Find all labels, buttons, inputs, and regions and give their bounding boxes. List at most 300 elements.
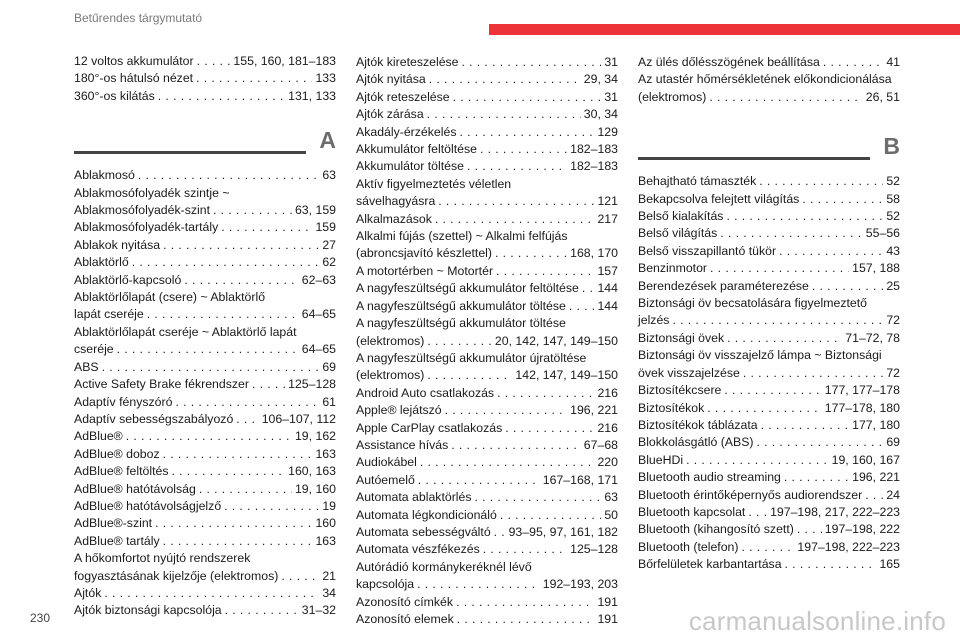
dot-leader — [184, 272, 298, 289]
entry-label: AdBlue® hatótávolságjelző — [74, 498, 222, 513]
dot-leader — [748, 504, 767, 521]
entry-group-a-continued — [356, 54, 618, 628]
index-entry — [356, 211, 618, 228]
index-entry — [356, 454, 618, 471]
entry-page-refs: 197–198, 217, 222–223 — [770, 504, 900, 519]
entry-label: (abroncsjavító készlettel) — [356, 246, 493, 261]
entry-page-refs: 192–193, 203 — [542, 577, 618, 592]
index-entry — [638, 521, 900, 538]
index-entry — [356, 559, 618, 576]
index-entry — [638, 347, 900, 364]
dot-leader — [163, 533, 313, 550]
entry-label: Ablakmosófolyadék-szint — [74, 203, 211, 218]
entry-label: Ajtók nyitása — [356, 72, 426, 87]
index-entry — [74, 88, 336, 105]
entry-page-refs: 191 — [597, 594, 618, 609]
index-entry — [356, 333, 618, 350]
entry-label: Azonosító címkék — [356, 594, 454, 609]
dot-leader — [126, 428, 292, 445]
entry-label: AdBlue®-szint — [74, 516, 153, 531]
entry-label: Bekapcsolva felejtett világítás — [638, 191, 800, 206]
index-entry — [638, 539, 900, 556]
dot-leader — [438, 193, 594, 210]
index-entry — [74, 202, 336, 219]
index-entry — [356, 280, 618, 297]
dot-leader — [445, 402, 568, 419]
entry-label: Biztonsági öv visszajelző lámpa ~ Biztonsági — [638, 348, 882, 363]
entry-label: Ajtók kireteszelése — [356, 55, 459, 69]
entry-label: AdBlue® hatótávolság — [74, 481, 196, 496]
entry-page-refs: 93–95, 97, 161, 182 — [508, 524, 618, 539]
entry-label: Ablakok nyitása — [74, 237, 161, 252]
index-entry — [638, 208, 900, 225]
entry-label: Azonosító elemek — [356, 612, 454, 626]
entry-page-refs: 196, 221 — [852, 470, 900, 485]
entry-page-refs: 133 — [315, 71, 336, 86]
entry-page-refs: 177–178, 180 — [824, 400, 900, 415]
dot-leader — [175, 394, 319, 411]
entry-label: AdBlue® doboz — [74, 446, 160, 461]
index-entry — [356, 489, 618, 506]
entry-page-refs: 191 — [597, 612, 618, 626]
dot-leader — [496, 263, 594, 280]
entry-page-refs: 168, 170 — [570, 246, 618, 261]
entry-label: Belső kialakítás — [638, 209, 724, 224]
index-entry — [638, 260, 900, 277]
dot-leader — [710, 260, 849, 277]
entry-page-refs: 197–198, 222 — [824, 522, 900, 537]
index-entry — [356, 245, 618, 262]
dot-leader — [761, 417, 850, 434]
entry-label: Bőrfelületek karbantartása — [638, 557, 782, 572]
index-entry — [74, 324, 336, 341]
entry-page-refs: 182–183 — [570, 142, 618, 157]
dot-leader — [802, 191, 883, 208]
entry-page-refs: 72 — [886, 365, 900, 380]
entry-page-refs: 50 — [604, 507, 618, 522]
entry-label: 360°-os kilátás — [74, 88, 155, 103]
entry-page-refs: 159 — [315, 220, 336, 235]
entry-label: lapát cseréje — [74, 307, 144, 322]
entry-label: Bluetooth kapcsolat — [638, 504, 746, 519]
index-entry — [638, 225, 900, 242]
entry-page-refs: 69 — [322, 359, 336, 374]
dot-leader — [417, 576, 540, 593]
entry-group-b — [638, 173, 900, 573]
entry-page-refs: 197–198, 222–223 — [797, 539, 900, 554]
index-entry — [74, 585, 336, 602]
index-entry — [74, 446, 336, 463]
index-entry — [356, 524, 618, 541]
entry-label: Biztosítékok — [638, 400, 705, 415]
index-entry — [74, 533, 336, 550]
index-entry — [356, 71, 618, 88]
dot-leader — [462, 54, 602, 71]
entry-label: Aktív figyelmeztetés véletlen — [356, 176, 512, 191]
index-entry — [638, 504, 900, 521]
entry-label: Ajtók reteszelése — [356, 89, 450, 104]
index-entry — [356, 228, 618, 245]
entry-page-refs: 25 — [886, 278, 900, 293]
entry-label: Autóemelő — [356, 472, 415, 487]
entry-label: A hőkomfortot nyújtó rendszerek — [74, 551, 251, 566]
entry-page-refs: 30, 34 — [583, 107, 618, 122]
index-column-2 — [356, 54, 618, 628]
entry-label: ABS — [74, 359, 99, 374]
entry-label: Bluetooth (kihangosító szett) — [638, 522, 794, 537]
entry-label: Bluetooth audio streaming — [638, 470, 781, 485]
entry-page-refs: 131, 133 — [288, 88, 336, 103]
entry-label: Akkumulátor feltöltése — [356, 142, 477, 157]
section-heading-a — [74, 127, 336, 159]
dot-leader — [727, 330, 842, 347]
entry-page-refs: 21 — [322, 568, 336, 583]
entry-page-refs: 26, 51 — [865, 89, 900, 104]
watermark: carmanualsonline.info — [688, 606, 946, 636]
index-entry — [74, 498, 336, 515]
entry-label: Android Auto csatlakozás — [356, 385, 495, 400]
dot-leader — [163, 237, 319, 254]
index-entry — [356, 158, 618, 175]
index-entry — [356, 106, 618, 123]
entry-label: A nagyfeszültségű akkumulátor feltöltése — [356, 281, 579, 296]
index-entry — [356, 298, 618, 315]
dot-leader — [742, 539, 795, 556]
entry-label: 180°-os hátulsó nézet — [74, 71, 194, 86]
index-entry — [356, 54, 618, 71]
index-entry — [638, 243, 900, 260]
entry-label: Ablaktörlőlapát (csere) ~ Ablaktörlő — [74, 290, 266, 305]
entry-label: Automata vészfékezés — [356, 542, 480, 557]
index-entry — [74, 272, 336, 289]
dot-leader — [797, 521, 822, 538]
entry-group-top — [638, 54, 900, 106]
index-entry — [638, 487, 900, 504]
entry-label: Assistance hívás — [356, 437, 449, 452]
entry-page-refs: 31 — [604, 89, 618, 104]
entry-page-refs: 63, 159 — [294, 203, 336, 218]
dot-leader — [236, 411, 258, 428]
entry-page-refs: 58 — [886, 191, 900, 206]
dot-leader — [494, 524, 506, 541]
dot-leader — [102, 359, 320, 376]
entry-label: Akkumulátor töltése — [356, 159, 464, 174]
dot-leader — [759, 173, 883, 190]
index-column-1 — [74, 53, 336, 620]
entry-label: Active Safety Brake fékrendszer — [74, 377, 249, 392]
index-entry — [638, 54, 900, 71]
index-entry — [638, 173, 900, 190]
dot-leader — [199, 481, 292, 498]
entry-label: Behajtható támaszték — [638, 174, 757, 189]
entry-label: (elektromos) — [356, 368, 425, 383]
index-entry — [74, 254, 336, 271]
dot-leader — [865, 487, 883, 504]
index-entry — [356, 472, 618, 489]
index-entry — [356, 315, 618, 332]
entry-page-refs: 216 — [597, 385, 618, 400]
dot-leader — [252, 376, 285, 393]
entry-page-refs: 63 — [322, 168, 336, 183]
index-entry — [356, 402, 618, 419]
entry-label: Adaptív sebességszabályozó — [74, 411, 234, 426]
entry-label: Biztonsági öv becsatolására figyelmeztető — [638, 296, 867, 311]
index-column-3 — [638, 54, 900, 574]
section-divider — [638, 157, 870, 160]
index-entry — [356, 176, 618, 193]
entry-label: cseréje — [74, 342, 114, 357]
entry-label: Adaptív fényszóró — [74, 394, 173, 409]
index-entry — [356, 124, 618, 141]
entry-page-refs: 62–63 — [301, 272, 336, 287]
index-entry — [74, 167, 336, 184]
entry-page-refs: 43 — [886, 243, 900, 258]
dot-leader — [451, 437, 581, 454]
entry-label: Berendezések paraméterezése — [638, 278, 809, 293]
entry-label: AdBlue® tartály — [74, 533, 160, 548]
entry-label: övek visszajelzése — [638, 365, 740, 380]
dot-leader — [480, 141, 567, 158]
entry-label: (elektromos) — [356, 333, 425, 348]
index-entry — [74, 394, 336, 411]
index-entry — [356, 141, 618, 158]
dot-leader — [138, 167, 319, 184]
section-divider — [74, 151, 306, 154]
index-entry — [638, 434, 900, 451]
dot-leader — [418, 472, 540, 489]
entry-label: A nagyfeszültségű akkumulátor töltése — [356, 298, 566, 313]
entry-page-refs: 157, 188 — [852, 261, 900, 276]
entry-page-refs: 196, 221 — [570, 403, 618, 418]
section-heading-b — [638, 133, 900, 165]
dot-leader — [456, 594, 594, 611]
entry-page-refs: 71–72, 78 — [845, 330, 900, 345]
entry-label: A nagyfeszültségű akkumulátor töltése — [356, 316, 566, 331]
dot-leader — [155, 515, 312, 532]
entry-page-refs: 165 — [879, 557, 900, 572]
dot-leader — [726, 208, 883, 225]
running-header-title: Betűrendes tárgymutató — [74, 11, 203, 25]
index-entry — [638, 295, 900, 312]
entry-page-refs: 31–32 — [301, 603, 336, 618]
entry-label: A nagyfeszültségű akkumulátor újratöltése — [356, 350, 587, 365]
index-entry — [356, 89, 618, 106]
dot-leader — [158, 88, 285, 105]
entry-page-refs: 160, 163 — [288, 464, 336, 479]
entry-page-refs: 163 — [315, 533, 336, 548]
index-entry — [638, 312, 900, 329]
entry-label: jelzés — [638, 313, 670, 328]
entry-label: Ablakmosófolyadék szintje ~ — [74, 185, 230, 200]
entry-label: Biztosítékcsere — [638, 383, 722, 398]
index-entry — [638, 382, 900, 399]
index-entry — [638, 400, 900, 417]
index-entry — [356, 193, 618, 210]
entry-page-refs: 167–168, 171 — [542, 472, 618, 487]
entry-page-refs: 62 — [322, 255, 336, 270]
entry-label: Ajtók — [74, 585, 102, 600]
dot-leader — [757, 434, 884, 451]
dot-leader — [812, 278, 883, 295]
index-entry — [638, 417, 900, 434]
dot-leader — [483, 541, 567, 558]
entry-label: kapcsolója — [356, 577, 415, 592]
entry-label: Bluetooth (telefon) — [638, 539, 739, 554]
entry-label: BlueHDi — [638, 452, 684, 467]
entry-page-refs: 72 — [886, 313, 900, 328]
dot-leader — [427, 367, 512, 384]
entry-group-top — [74, 53, 336, 105]
dot-leader — [672, 312, 883, 329]
index-entry — [356, 420, 618, 437]
entry-page-refs: 55–56 — [865, 226, 900, 241]
entry-label: Akadály-érzékelés — [356, 124, 457, 139]
entry-label: Apple CarPlay csatlakozás — [356, 420, 503, 435]
entry-label: Az ülés dőlésszögének beállítása — [638, 55, 820, 69]
dot-leader — [743, 365, 883, 382]
index-entry — [74, 428, 336, 445]
entry-label: sávelhagyásra — [356, 194, 436, 209]
index-entry — [74, 53, 336, 70]
entry-page-refs: 69 — [886, 435, 900, 450]
entry-label: fogyasztásának kijelzője (elektromos) — [74, 568, 279, 583]
dot-leader — [104, 585, 319, 602]
index-entry — [356, 611, 618, 628]
entry-page-refs: 177, 180 — [852, 417, 900, 432]
entry-page-refs: 19, 160, 167 — [831, 452, 900, 467]
index-entry — [74, 602, 336, 619]
dot-leader — [707, 400, 821, 417]
dot-leader — [281, 568, 319, 585]
entry-page-refs: 144 — [597, 281, 618, 296]
dot-leader — [163, 446, 313, 463]
index-entry — [638, 469, 900, 486]
dot-leader — [147, 306, 299, 323]
dot-leader — [720, 225, 863, 242]
dot-leader — [686, 452, 829, 469]
dot-leader — [785, 556, 877, 573]
index-entry — [74, 70, 336, 87]
entry-page-refs: 106–107, 112 — [261, 411, 336, 426]
entry-page-refs: 125–128 — [570, 542, 618, 557]
entry-page-refs: 20, 142, 147, 149–150 — [494, 333, 618, 348]
entry-page-refs: 142, 147, 149–150 — [515, 368, 618, 383]
entry-page-refs: 163 — [315, 446, 336, 461]
dot-leader — [475, 489, 602, 506]
dot-leader — [784, 469, 849, 486]
entry-page-refs: 41 — [886, 55, 900, 69]
entry-page-refs: 155, 160, 181–183 — [233, 54, 336, 68]
entry-label: AdBlue® — [74, 429, 123, 444]
entry-page-refs: 217 — [597, 211, 618, 226]
dot-leader — [172, 463, 286, 480]
index-entry — [356, 541, 618, 558]
index-entry — [74, 237, 336, 254]
dot-leader — [427, 106, 581, 123]
dot-leader — [467, 158, 567, 175]
entry-label: Belső világítás — [638, 226, 718, 241]
index-entry — [356, 594, 618, 611]
entry-page-refs: 216 — [597, 420, 618, 435]
index-entry — [638, 330, 900, 347]
section-letter: A — [319, 127, 336, 154]
entry-page-refs: 19, 160 — [294, 481, 336, 496]
dot-leader — [495, 245, 567, 262]
entry-label: Alkalmi fújás (szettel) ~ Alkalmi felfújás — [356, 229, 568, 244]
entry-page-refs: 52 — [886, 209, 900, 224]
entry-label: (elektromos) — [638, 89, 707, 104]
dot-leader — [823, 54, 883, 71]
index-entry — [638, 365, 900, 382]
entry-page-refs: 27 — [322, 237, 336, 252]
header-accent-bar — [489, 24, 960, 35]
entry-label: Bluetooth érintőképernyős audiorendszer — [638, 487, 863, 502]
entry-label: Ajtók zárása — [356, 107, 424, 122]
index-entry — [74, 481, 336, 498]
index-entry — [74, 289, 336, 306]
index-entry — [356, 367, 618, 384]
dot-leader — [225, 602, 299, 619]
index-entry — [638, 191, 900, 208]
entry-label: Blokkolásgátló (ABS) — [638, 435, 754, 450]
entry-label: Automata légkondicionáló — [356, 507, 497, 522]
entry-page-refs: 129 — [597, 124, 618, 139]
dot-leader — [196, 70, 312, 87]
entry-page-refs: 160 — [315, 516, 336, 531]
index-entry — [74, 185, 336, 202]
entry-page-refs: 31 — [604, 55, 618, 69]
entry-label: 12 voltos akkumulátor — [74, 54, 194, 68]
dot-leader — [582, 280, 595, 297]
entry-page-refs: 24 — [886, 487, 900, 502]
index-entry — [74, 359, 336, 376]
dot-leader — [709, 89, 862, 106]
entry-group-a — [74, 167, 336, 620]
dot-leader — [497, 385, 594, 402]
index-entry — [356, 263, 618, 280]
entry-label: Ablaktörlő-kapcsoló — [74, 272, 182, 287]
index-entry — [356, 576, 618, 593]
dot-leader — [459, 124, 594, 141]
entry-page-refs: 182–183 — [570, 159, 618, 174]
index-entry — [74, 219, 336, 236]
page-number: 230 — [30, 611, 51, 625]
dot-leader — [117, 341, 299, 358]
index-entry — [74, 411, 336, 428]
index-entry — [356, 385, 618, 402]
section-letter: B — [883, 133, 900, 160]
dot-leader — [457, 611, 595, 628]
index-entry — [74, 550, 336, 567]
dot-leader — [569, 298, 595, 315]
entry-page-refs: 67–68 — [583, 437, 618, 452]
dot-leader — [779, 243, 883, 260]
entry-page-refs: 34 — [322, 585, 336, 600]
entry-label: Az utastér hőmérsékletének előkondicionálása — [638, 72, 892, 87]
entry-label: Automata sebességváltó — [356, 524, 491, 539]
dot-leader — [453, 89, 602, 106]
dot-leader — [724, 382, 821, 399]
entry-page-refs: 220 — [597, 455, 618, 470]
dot-leader — [420, 454, 595, 471]
dot-leader — [505, 420, 594, 437]
entry-page-refs: 19, 162 — [294, 429, 336, 444]
entry-label: Ajtók biztonsági kapcsolója — [74, 603, 222, 618]
index-entry — [74, 515, 336, 532]
dot-leader — [435, 211, 595, 228]
index-entry — [74, 306, 336, 323]
dot-leader — [500, 507, 601, 524]
